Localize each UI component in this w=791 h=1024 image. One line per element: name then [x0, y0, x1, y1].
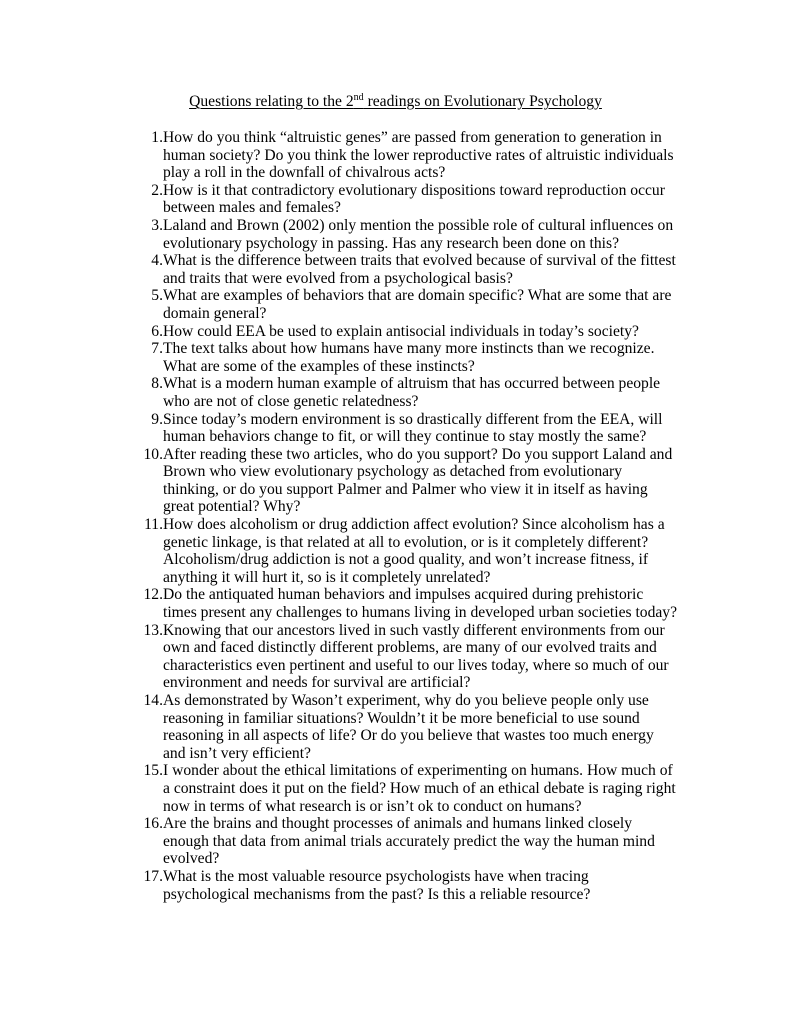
question-number [130, 375, 163, 393]
question-item [130, 287, 690, 322]
question-text: Knowing that our ancestors lived in such vastly different environments from our own and faced distinctly different problems, are many of our evolved traits and characteristics even pertinent and useful to our lives today, where so much of our environment and needs for survival are artificial? [163, 621, 669, 692]
question-number [130, 340, 163, 358]
question-text: I wonder about the ethical limitations of experimenting on humans. How much of a constraint does it put on the field? How much of an ethical debate is raging right now in terms of what research is or isn’t ok to conduct on humans? [163, 762, 676, 815]
question-text: Since today’s modern environment is so drastically different from the EEA, will human behaviors change to fit, or will they continue to stay mostly the same? [163, 410, 663, 446]
question-item [130, 323, 690, 341]
question-list [130, 129, 690, 903]
question-number-label: 12. [143, 586, 163, 604]
question-number [130, 182, 163, 200]
question-item [130, 815, 690, 868]
page-title [0, 92, 791, 111]
question-number-label: 5. [151, 287, 163, 305]
question-item [130, 622, 690, 692]
question-number-label: 15. [143, 762, 163, 780]
question-item [130, 411, 690, 446]
title-prefix: Questions relating to the 2 [189, 93, 354, 110]
question-number [130, 217, 163, 235]
question-number [130, 323, 163, 341]
question-text: How is it that contradictory evolutionary dispositions toward reproduction occur between males and females? [163, 181, 665, 217]
question-text: Do the antiquated human behaviors and impulses acquired during prehistoric times present any challenges to humans living in developed urban societies today? [163, 586, 678, 622]
question-text: What are examples of behaviors that are domain specific? What are some that are domain general? [163, 287, 672, 322]
title-suffix: readings on Evolutionary Psychology [363, 93, 602, 110]
question-number [130, 411, 163, 429]
question-item [130, 252, 690, 287]
question-number-label: 10. [143, 445, 163, 463]
question-number [130, 762, 163, 780]
question-text: The text talks about how humans have many more instincts than we recognize. What are some of the examples of these instincts? [163, 340, 655, 375]
question-number-label: 16. [143, 815, 163, 833]
question-item [130, 692, 690, 762]
question-item [130, 340, 690, 375]
question-text: Are the brains and thought processes of animals and humans linked closely enough that data from animal trials accurately predict the way the human mind evolved? [163, 815, 655, 868]
question-number-label: 8. [151, 375, 163, 393]
question-item [130, 182, 690, 217]
question-number [130, 868, 163, 886]
question-text: What is a modern human example of altruism that has occurred between people who are not of close genetic relatedness? [163, 375, 661, 410]
question-item [130, 375, 690, 410]
question-number-label: 2. [151, 181, 163, 199]
question-text: What is the difference between traits that evolved because of survival of the fittest and traits that were evolved from a psychological basis? [163, 252, 676, 287]
question-number-label: 1. [151, 129, 163, 146]
question-number [130, 287, 163, 305]
question-number-label: 6. [151, 322, 163, 340]
question-number [130, 252, 163, 270]
question-item [130, 217, 690, 252]
question-text: What is the most valuable resource psychologists have when tracing psychological mechanisms from the past? Is this a reliable resource? [163, 867, 591, 903]
question-number-label: 7. [151, 340, 163, 358]
question-number [130, 129, 163, 147]
question-number-label: 3. [151, 216, 163, 234]
question-number-label: 9. [151, 410, 163, 428]
title-superscript: nd [353, 92, 364, 103]
question-item [130, 516, 690, 586]
question-number [130, 692, 163, 710]
question-item [130, 762, 690, 815]
question-text: How do you think “altruistic genes” are passed from generation to generation in human society? Do you think the lower reproductive rates of altruistic individuals play a roll in the downfall of chivalrous acts? [163, 129, 674, 182]
question-number [130, 622, 163, 640]
question-item [130, 868, 690, 903]
page-title-text [189, 93, 602, 110]
question-number-label: 11. [144, 516, 163, 534]
question-item [130, 446, 690, 516]
question-text: As demonstrated by Wason’t experiment, why do you believe people only use reasoning in familiar situations? Wouldn’t it be more beneficial to use sound reasoning in all aspects of life? Or do you believe that wastes too much energy and isn’t very efficient? [163, 692, 654, 762]
question-text: After reading these two articles, who do you support? Do you support Laland and Brown who view evolutionary psychology as detached from evolutionary thinking, or do you support Palmer and Palmer who view it in itself as having great potential? Why? [163, 445, 673, 516]
question-number-label: 13. [143, 621, 163, 639]
question-number [130, 516, 163, 534]
question-number [130, 586, 163, 604]
question-number [130, 815, 163, 833]
question-number [130, 446, 163, 464]
question-text: How does alcoholism or drug addiction affect evolution? Since alcoholism has a genetic linkage, is that related at all to evolution, or is it completely different? Alcoholism/drug addiction is not a good quality, and won’t increase fitness, if anything it will hurt it, so is it completely unrelated? [163, 516, 665, 586]
question-text: Laland and Brown (2002) only mention the possible role of cultural influences on evolutionary psychology in passing. Has any research been done on this? [163, 216, 674, 252]
question-item [130, 586, 690, 621]
question-number-label: 14. [143, 692, 163, 709]
question-number-label: 17. [143, 867, 163, 885]
question-text: How could EEA be used to explain antisocial individuals in today’s society? [163, 322, 639, 340]
question-number-label: 4. [151, 252, 163, 270]
question-item [130, 129, 690, 182]
